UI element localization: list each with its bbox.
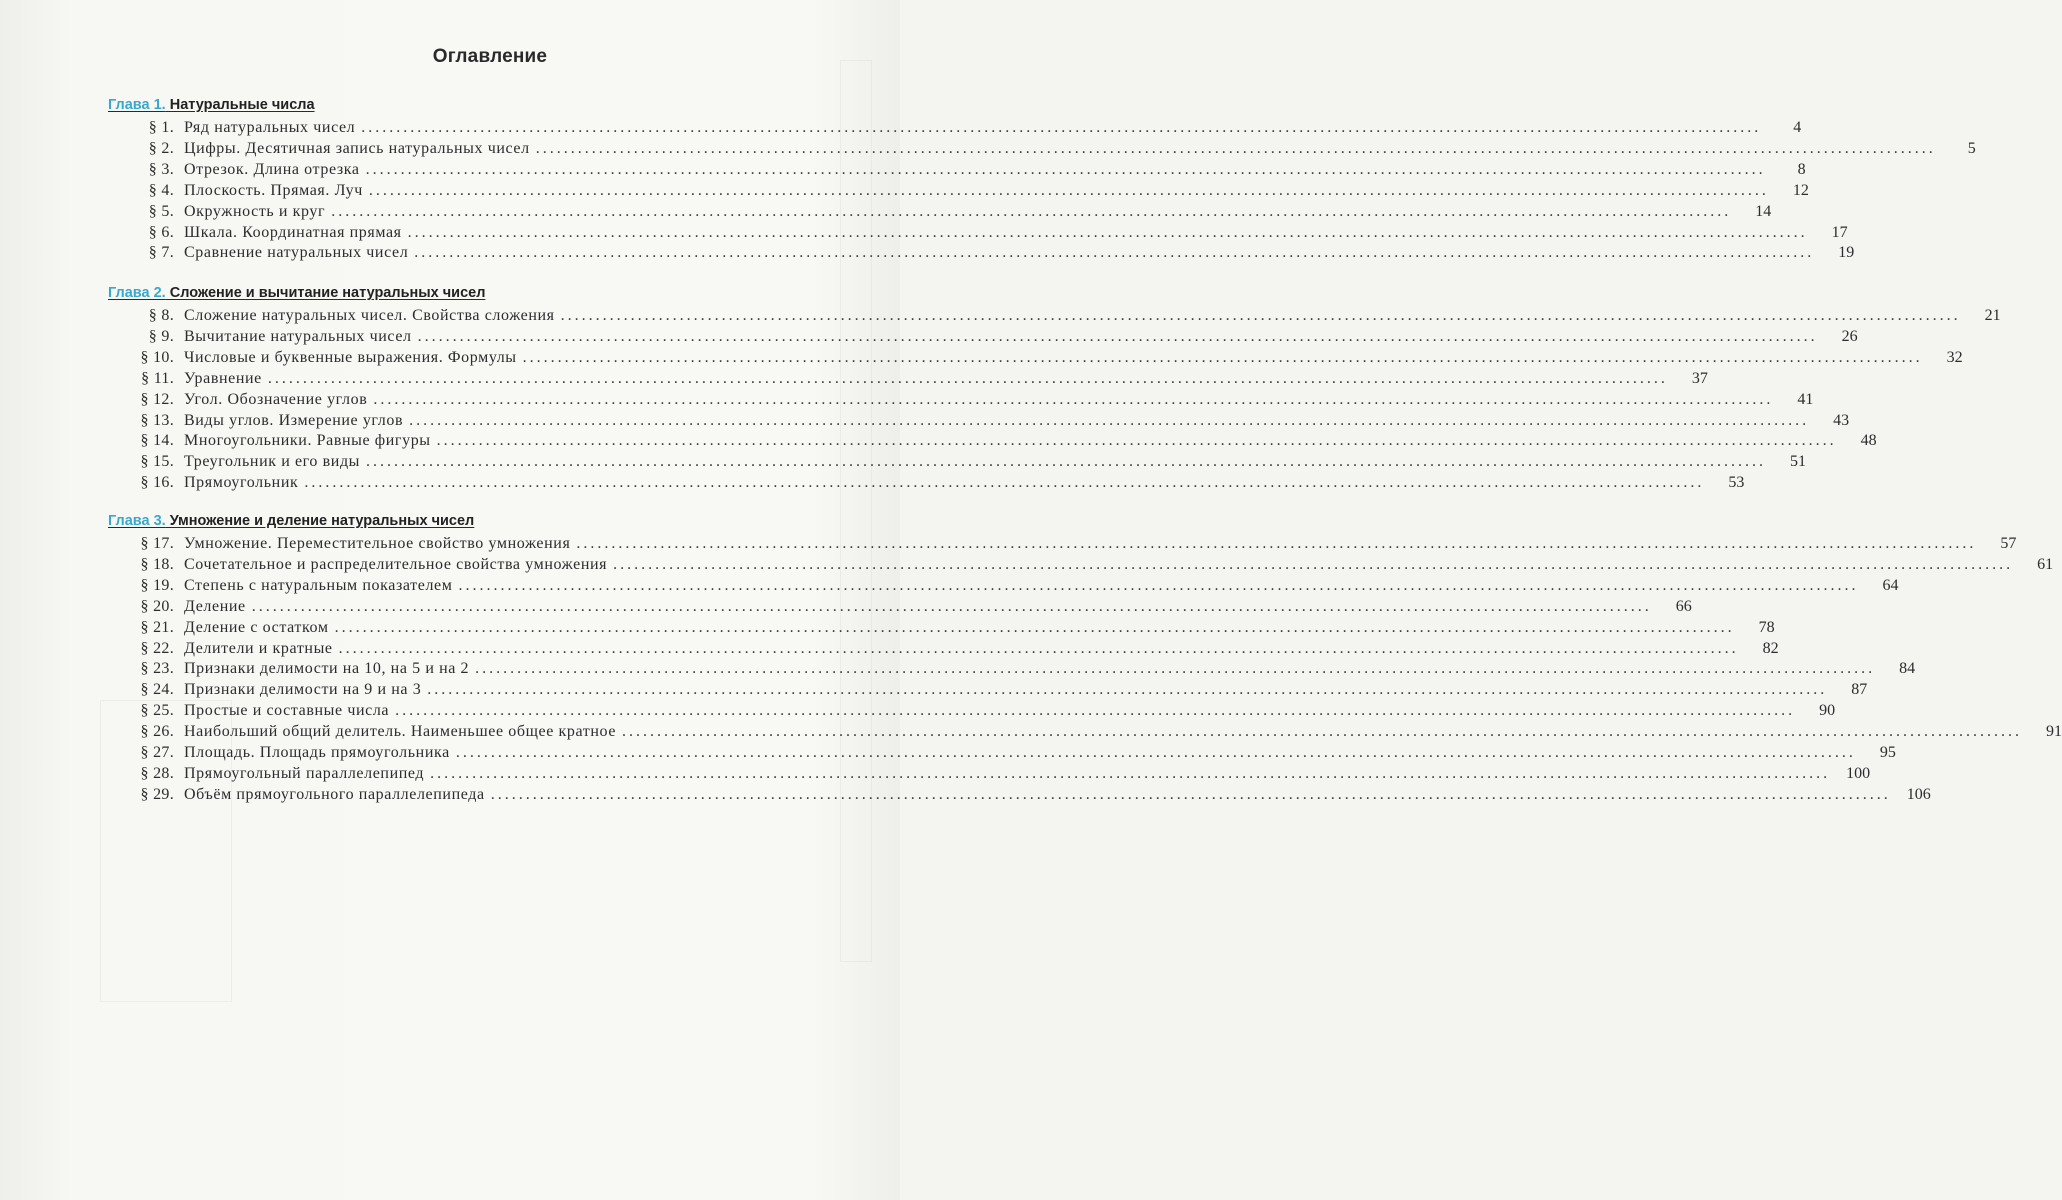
section-title: Шкала. Координатная прямая [184,223,402,241]
dot-leader: ........................................................................................................................................................................................................ [409,411,1810,429]
section-number: § 21. [140,618,174,636]
section-title: Многоугольники. Равные фигуры [184,432,431,450]
chapter-heading [108,513,474,529]
section-title: Простые и составные числа [184,702,390,720]
toc-entry [108,535,2017,556]
dot-leader: ........................................................................................................................................................................................................ [267,369,1668,387]
page-number: 4 [1793,119,1802,136]
dot-leader: ........................................................................................................................................................................................................ [622,723,2023,741]
section-number: § 13. [140,411,174,429]
toc-entry [108,432,1877,453]
toc-entry [108,639,1779,661]
dot-leader: ........................................................................................................................................................................................................ [338,639,1739,657]
dot-leader: ........................................................................................................................................................................................................ [560,307,1961,324]
dot-leader: ........................................................................................................................................................................................................ [535,139,1936,157]
page-number: 90 [1819,702,1836,720]
section-number: § 3. [148,160,174,178]
section-title: Признаки делимости на 10, на 5 и на 2 [184,660,470,678]
dot-leader: ........................................................................................................................................................................................................ [613,555,2014,573]
page-number: 53 [1728,474,1745,492]
page-number: 17 [1831,223,1848,241]
section-title: Уравнение [184,369,262,387]
section-number: § 7. [148,244,174,262]
section-number: § 1. [148,119,174,136]
section-number: § 23. [140,660,174,678]
page-number: 95 [1879,744,1896,761]
page-number: 82 [1762,639,1779,657]
section-title: Признаки делимости на 9 и на 3 [184,681,422,699]
section-number: § 18. [140,555,174,573]
section-number: § 8. [148,307,174,324]
toc-entry [108,139,1976,161]
section-number: § 6. [148,223,174,241]
page-number: 37 [1691,369,1708,387]
section-title: Сравнение натуральных чисел [184,244,409,262]
dot-leader: ........................................................................................................................................................................................................ [331,202,1732,220]
section-number: § 17. [140,535,174,552]
section-number: § 24. [140,681,174,699]
toc-entry [108,702,1836,723]
section-title: Сочетательное и распределительное свойства умножения [184,555,608,573]
page-number: 5 [1967,139,1976,157]
dot-leader: ........................................................................................................................................................................................................ [490,785,1891,803]
section-number: § 27. [140,744,174,761]
toc-entry [108,597,1692,619]
section-number: § 11. [141,369,174,387]
dot-leader: ........................................................................................................................................................................................................ [436,432,1837,450]
section-title: Степень с натуральным показателем [184,576,453,594]
toc-entry [108,411,1850,433]
toc-entry [108,660,1916,681]
section-title: Объём прямоугольного параллелепипеда [184,785,485,803]
page-number: 64 [1882,576,1899,594]
section-title: Деление с остатком [184,618,329,636]
toc-entry [108,327,1858,349]
dot-leader: ........................................................................................................................................................................................................ [366,453,1767,471]
section-title: Угол. Обозначение углов [184,390,368,408]
page-number: 43 [1833,411,1850,429]
dot-leader: ........................................................................................................................................................................................................ [458,576,1859,594]
toc-entry [108,453,1807,474]
section-title: Сложение натуральных чисел. Свойства сложения [184,307,555,324]
section-title: Деление [184,597,246,615]
section-title: Умножение. Переместительное свойство умножения [184,535,571,552]
section-title: Виды углов. Измерение углов [184,411,404,429]
dot-leader: ........................................................................................................................................................................................................ [373,390,1774,408]
chapter-label: Глава 1. [108,97,166,113]
dot-leader: ........................................................................................................................................................................................................ [368,181,1769,199]
section-number: § 26. [140,723,174,741]
toc-entry [108,244,1855,265]
page-number: 91 [2046,723,2062,741]
section-title: Треугольник и его виды [184,453,361,471]
toc-entry [108,369,1708,391]
toc-entry [108,119,1802,140]
section-number: § 25. [140,702,174,720]
chapter-label: Глава 2. [108,285,166,301]
page-number: 14 [1755,202,1772,220]
section-number: § 29. [140,785,174,803]
page-number: 48 [1860,432,1877,450]
section-number: § 5. [148,202,174,220]
section-title: Наибольший общий делитель. Наименьшее общее кратное [184,723,617,741]
toc-entry [108,744,1896,765]
section-number: § 15. [140,453,174,471]
toc-entry [108,474,1745,495]
page-number: 87 [1851,681,1868,699]
toc-entry [108,160,1806,182]
dot-leader: ........................................................................................................................................................................................................ [334,618,1735,636]
page-number: 8 [1797,160,1806,178]
page-number: 51 [1790,453,1807,471]
page-number: 66 [1675,597,1692,615]
section-number: § 9. [148,327,174,345]
section-title: Отрезок. Длина отрезка [184,160,360,178]
page-number: 21 [1984,307,2001,324]
section-title: Прямоугольный параллелепипед [184,764,425,782]
section-number: § 4. [148,181,174,199]
page-number: 61 [2037,555,2054,573]
section-title: Цифры. Десятичная запись натуральных чисел [184,139,530,157]
section-number: § 10. [140,348,174,366]
chapter-title: Натуральные числа [165,97,315,113]
section-number: § 20. [140,597,174,615]
dot-leader: ........................................................................................................................................................................................................ [395,702,1796,720]
section-title: Площадь. Площадь прямоугольника [184,744,450,761]
page-title: Оглавление [432,46,548,67]
toc-entry [108,764,1871,786]
page-number: 26 [1841,327,1858,345]
dot-leader: ........................................................................................................................................................................................................ [576,535,1977,552]
section-title: Ряд натуральных чисел [184,119,356,136]
page-number: 41 [1797,390,1814,408]
toc-entry [108,181,1809,203]
section-number: § 12. [140,390,174,408]
chapter-heading [108,97,315,113]
dot-leader: ........................................................................................................................................................................................................ [361,119,1762,136]
section-number: § 19. [140,576,174,594]
section-title: Прямоугольник [184,474,299,492]
chapter-heading [108,285,485,301]
toc-entry [108,223,1848,245]
dot-leader: ........................................................................................................................................................................................................ [430,764,1831,782]
toc-entry [108,618,1775,640]
section-number: § 2. [148,139,174,157]
page-number: 32 [1946,348,1963,366]
chapter-title: Сложение и вычитание натуральных чисел [165,285,486,301]
dot-leader: ........................................................................................................................................................................................................ [455,744,1856,761]
dot-leader: ........................................................................................................................................................................................................ [304,474,1705,492]
chapter-title: Умножение и деление натуральных чисел [165,513,475,529]
toc-entry [108,390,1814,412]
section-number: § 14. [140,432,174,450]
page-number: 78 [1758,618,1775,636]
dot-leader: ........................................................................................................................................................................................................ [251,597,1652,615]
toc-entry [108,681,1868,702]
section-number: § 28. [140,764,174,782]
page-number: 12 [1792,181,1809,199]
section-title: Числовые и буквенные выражения. Формулы [184,348,517,366]
dot-leader: ........................................................................................................................................................................................................ [407,223,1808,241]
dot-leader: ........................................................................................................................................................................................................ [414,244,1815,262]
section-title: Окружность и круг [184,202,326,220]
section-number: § 16. [140,474,174,492]
dot-leader: ........................................................................................................................................................................................................ [475,660,1876,678]
toc-entry [108,576,1899,598]
toc-entry [108,348,1963,370]
toc-entry [108,307,2001,328]
dot-leader: ........................................................................................................................................................................................................ [365,160,1766,178]
page-number: 84 [1899,660,1916,678]
section-number: § 22. [140,639,174,657]
chapter-label: Глава 3. [108,513,166,529]
dot-leader: ........................................................................................................................................................................................................ [522,348,1923,366]
page-number: 57 [2000,535,2017,552]
dot-leader: ........................................................................................................................................................................................................ [427,681,1828,699]
toc-entry [108,785,1931,807]
page-number: 106 [1906,785,1931,803]
page-number: 100 [1846,764,1871,782]
toc-entry [108,202,1772,224]
section-title: Вычитание натуральных чисел [184,327,412,345]
section-title: Плоскость. Прямая. Луч [184,181,363,199]
toc-entry [108,555,2054,577]
page-number: 19 [1838,244,1855,262]
section-title: Делители и кратные [184,639,333,657]
dot-leader: ........................................................................................................................................................................................................ [417,327,1818,345]
toc-entry [108,723,2062,744]
